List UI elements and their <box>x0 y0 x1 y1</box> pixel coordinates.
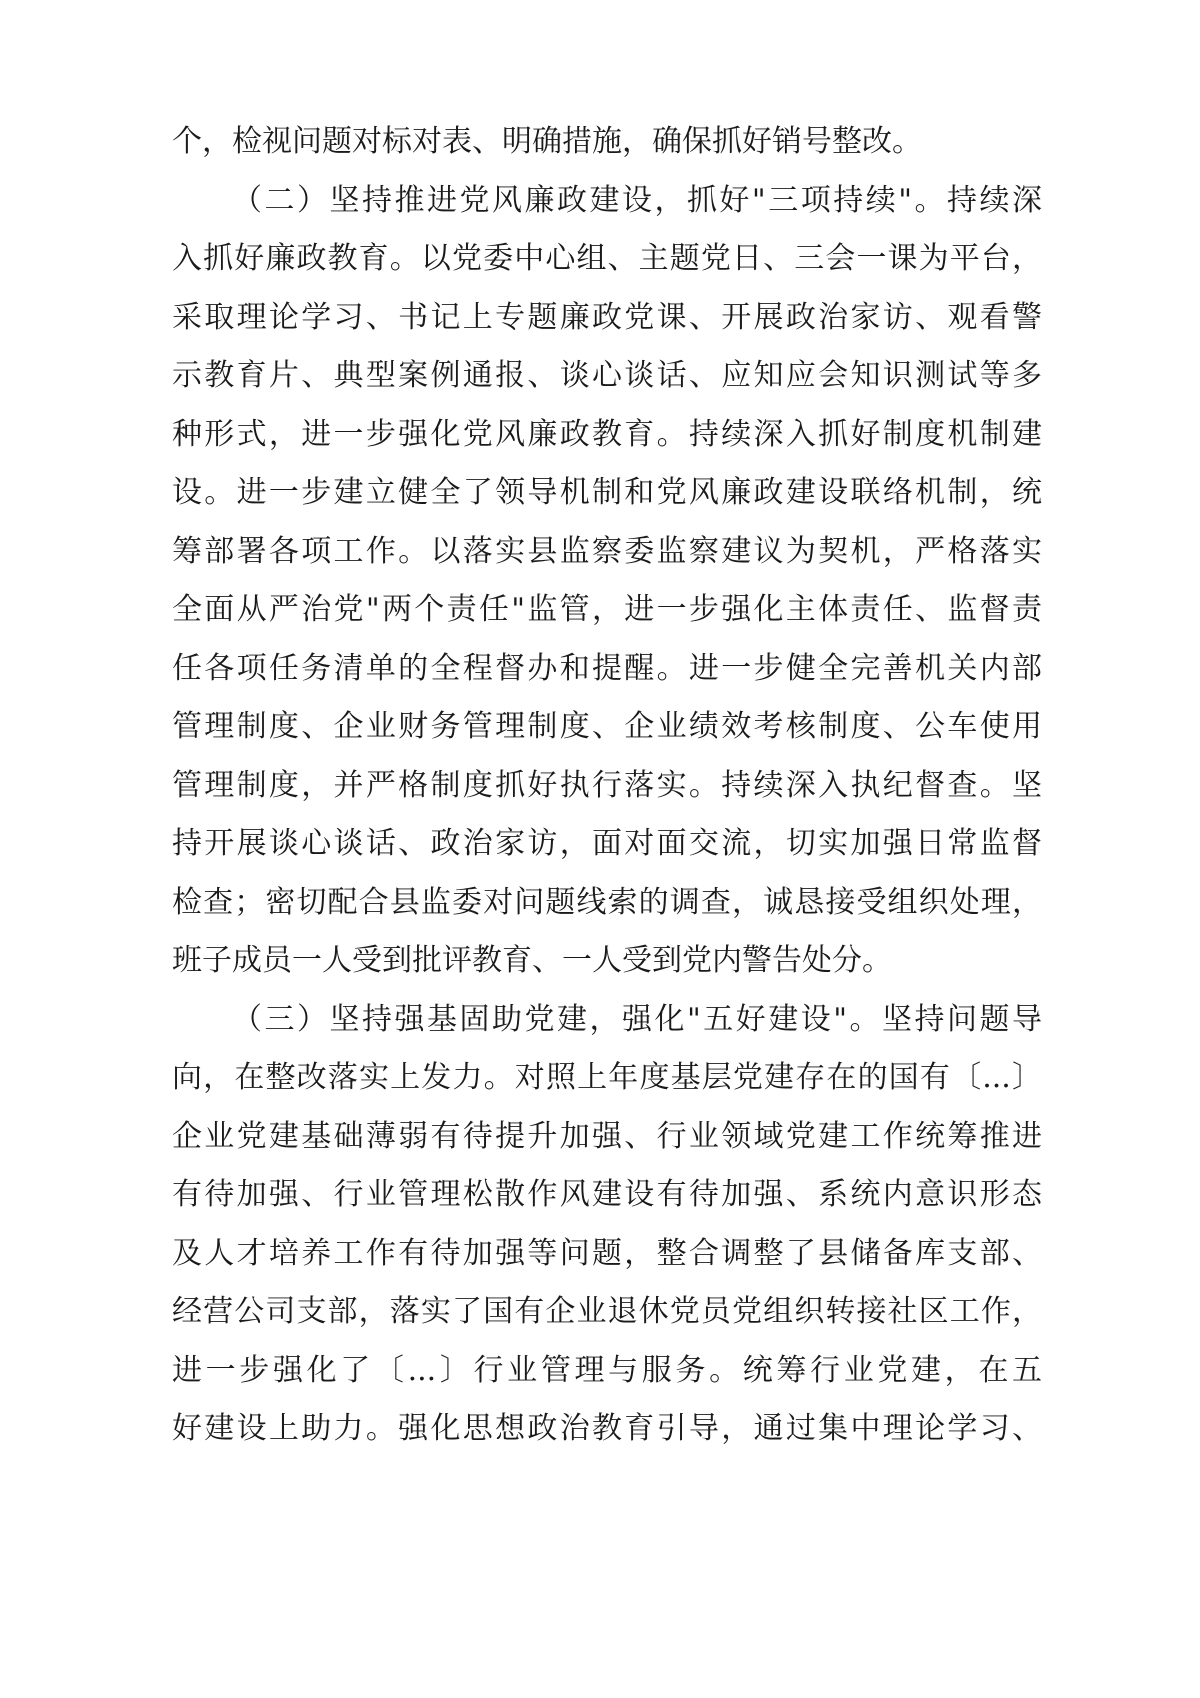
document-body <box>172 113 1042 1459</box>
text-line: 筹部署各项工作。以落实县监察委监察建议为契机，严格落实 <box>172 533 1042 569</box>
text-line: 班子成员一人受到批评教育、一人受到党内警告处分。 <box>172 943 892 978</box>
text-line: 种形式，进一步强化党风廉政教育。持续深入抓好制度机制建 <box>172 416 1042 452</box>
text-line: 任各项任务清单的全程督办和提醒。进一步健全完善机关内部 <box>172 650 1042 686</box>
text-line: 示教育片、典型案例通报、谈心谈话、应知应会知识测试等多 <box>172 358 1042 393</box>
text-line: 有待加强、行业管理松散作风建设有待加强、系统内意识形态 <box>172 1177 1042 1212</box>
text-line: 及人才培养工作有待加强等问题，整合调整了县储备库支部、 <box>172 1235 1042 1271</box>
text-line: （二）坚持推进党风廉政建设，抓好"三项持续"。持续深 <box>232 182 1042 218</box>
text-line: 采取理论学习、书记上专题廉政党课、开展政治家访、观看警 <box>172 299 1042 335</box>
text-line: 持开展谈心谈话、政治家访，面对面交流，切实加强日常监督 <box>172 826 1042 861</box>
text-line: 检查；密切配合县监委对问题线索的调查，诚恳接受组织处理， <box>172 884 1042 920</box>
text-line: 管理制度、企业财务管理制度、企业绩效考核制度、公车使用 <box>172 709 1042 744</box>
text-line: 个，检视问题对标对表、明确措施，确保抓好销号整改。 <box>172 124 922 159</box>
text-line: 企业党建基础薄弱有待提升加强、行业领域党建工作统筹推进 <box>172 1118 1042 1154</box>
text-line: 进一步强化了〔...〕行业管理与服务。统筹行业党建，在五 <box>172 1352 1042 1388</box>
text-line: 入抓好廉政教育。以党委中心组、主题党日、三会一课为平台， <box>172 241 1042 276</box>
text-line: 经营公司支部，落实了国有企业退休党员党组织转接社区工作， <box>172 1294 1042 1329</box>
text-line: 管理制度，并严格制度抓好执行落实。持续深入执纪督查。坚 <box>172 767 1042 803</box>
text-line: 全面从严治党"两个责任"监管，进一步强化主体责任、监督责 <box>172 592 1042 627</box>
text-line: 向，在整改落实上发力。对照上年度基层党建存在的国有〔...〕 <box>172 1060 1042 1095</box>
text-line: （三）坚持强基固助党建，强化"五好建设"。坚持问题导 <box>232 1001 1042 1037</box>
text-line: 好建设上助力。强化思想政治教育引导，通过集中理论学习、 <box>172 1411 1042 1446</box>
text-line: 设。进一步建立健全了领导机制和党风廉政建设联络机制，统 <box>172 475 1042 510</box>
